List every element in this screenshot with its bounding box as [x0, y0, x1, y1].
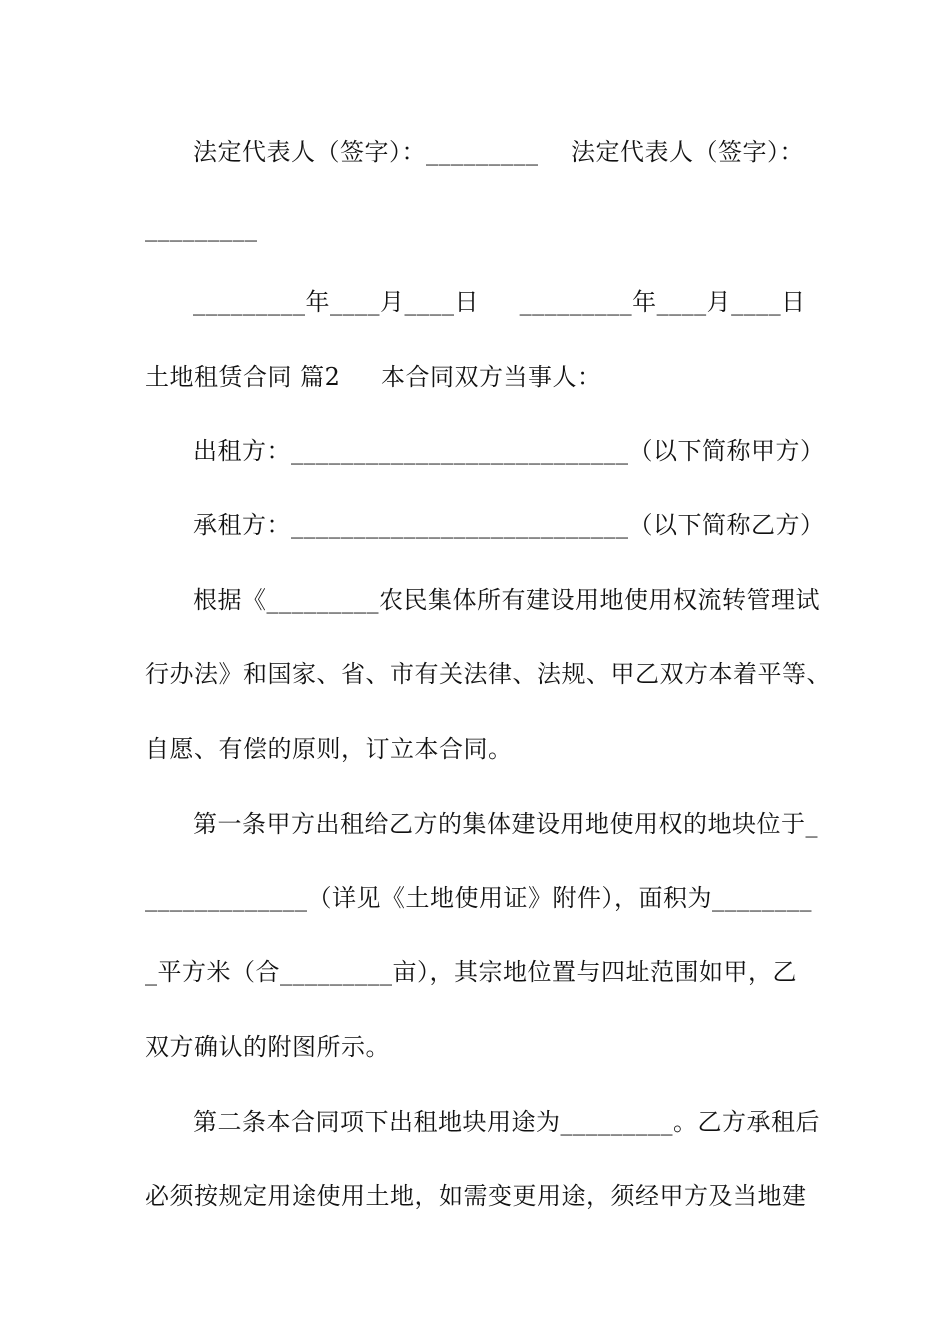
paragraph-line: 自愿、有偿的原则，订立本合同。 [145, 735, 513, 763]
article-1-line: _____________（详见《土地使用证》附件），面积为________ [145, 884, 812, 912]
article-1-line: 双方确认的附图所示。 [145, 1033, 390, 1061]
signature-line: 法定代表人（签字）：_________ 法定代表人（签字）： [193, 138, 805, 166]
article-1-line: 第一条甲方出租给乙方的集体建设用地使用权的地块位于_ [193, 810, 818, 838]
signature-blank: _________ [145, 214, 258, 242]
paragraph-line: 根据《_________农民集体所有建设用地使用权流转管理试 [193, 586, 820, 614]
date-line: _________年____月____日 _________年____月____日 [193, 288, 806, 316]
article-2-line: 第二条本合同项下出租地块用途为_________。乙方承租后 [193, 1108, 820, 1136]
section-heading: 土地租赁合同 篇2 本合同双方当事人： [145, 363, 602, 391]
lessor-line: 出租方：___________________________（以下简称甲方） [193, 437, 825, 465]
article-1-line: _平方米（合_________亩），其宗地位置与四址范围如甲，乙 [145, 958, 797, 986]
lessee-line: 承租方：___________________________（以下简称乙方） [193, 511, 825, 539]
paragraph-line: 行办法》和国家、省、市有关法律、法规、甲乙双方本着平等、 [145, 660, 831, 688]
article-2-line: 必须按规定用途使用土地，如需变更用途，须经甲方及当地建 [145, 1182, 807, 1210]
